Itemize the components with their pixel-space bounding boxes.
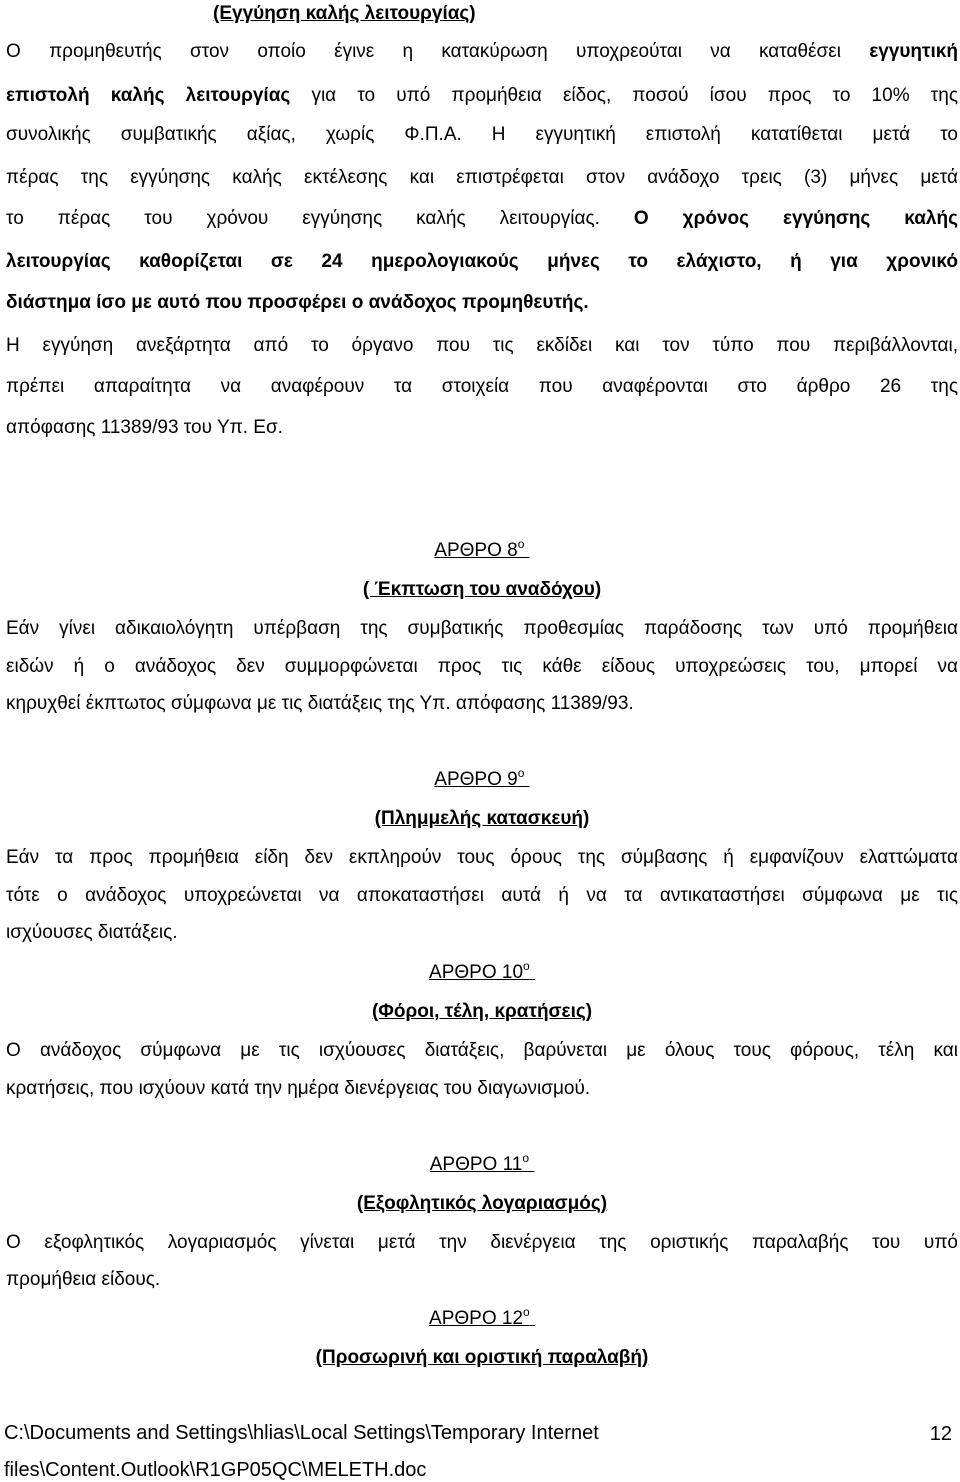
article-8-subtitle: ( Έκπτωση του αναδόχου)	[362, 579, 602, 600]
footer-file-path-line2: files\Content.Outlook\R1GP05QC\MELETH.doc	[4, 1459, 427, 1481]
paragraph-line: Εάν γίνει αδικαιολόγητη υπέρβαση της συμβατικής προθεσμίας παράδοσης των υπό προμήθεια	[6, 618, 958, 639]
paragraph-line: προμήθεια είδους.	[6, 1269, 161, 1290]
paragraph-line: τότε ο ανάδοχος υποχρεώνεται να αποκαταστήσει αυτά ή να τα αντικαταστήσει σύμφωνα με τις	[6, 885, 958, 906]
article-12-subtitle: (Προσωρινή και οριστική παραλαβή)	[315, 1347, 649, 1368]
paragraph-line: ισχύουσες διατάξεις.	[6, 922, 178, 943]
paragraph-line: πρέπει απαραίτητα να αναφέρουν τα στοιχεία που αναφέρονται στο άρθρο 26 της	[6, 376, 958, 397]
paragraph-line: Ο ανάδοχος σύμφωνα με τις ισχύουσες διατάξεις, βαρύνεται με όλους τους φόρους, τέλη και	[6, 1040, 958, 1061]
article-9-subtitle: (Πλημμελής κατασκευή)	[374, 808, 590, 829]
paragraph-line: ειδών ή ο ανάδοχος δεν συμμορφώνεται προς τις κάθε είδους υποχρεώσεις του, μπορεί να	[6, 656, 958, 677]
paragraph-line: κηρυχθεί έκπτωτος σύμφωνα με τις διατάξεις της Υπ. απόφασης 11389/93.	[6, 693, 634, 714]
article-9-title: ΑΡΘΡΟ $9^o$	[434, 766, 525, 790]
paragraph-line: πέρας της εγγύησης καλής εκτέλεσης και επιστρέφεται στον ανάδοχο τρεις (3) μήνες μετά	[6, 167, 958, 188]
paragraph-line: Η εγγύηση ανεξάρτητα από το όργανο που τις εκδίδει και τον τύπο που περιβάλλονται,	[6, 335, 958, 356]
article-10-title: ΑΡΘΡΟ $10^o$	[429, 959, 530, 983]
article-11-title: ΑΡΘΡΟ $11^o$	[429, 1151, 529, 1175]
paragraph-line: διάστημα ίσο με αυτό που προσφέρει ο ανάδοχος προμηθευτής.	[6, 292, 589, 313]
paragraph-line: Ο προμηθευτής στον οποίο έγινε η κατακύρωση υποχρεούται να καταθέσει εγγυητική	[6, 41, 958, 62]
article-10-subtitle: (Φόροι, τέλη, κρατήσεις)	[371, 1001, 593, 1022]
paragraph-line: Ο εξοφλητικός λογαριασμός γίνεται μετά την διενέργεια της οριστικής παραλαβής του υπό	[6, 1232, 958, 1253]
paragraph-line: επιστολή καλής λειτουργίας για το υπό προμήθεια είδος, ποσού ίσου προς το 10% της	[6, 85, 958, 106]
paragraph-line: απόφασης 11389/93 του Υπ. Εσ.	[6, 417, 283, 438]
paragraph-line: Εάν τα προς προμήθεια είδη δεν εκπληρούν τους όρους της σύμβασης ή εμφανίζουν ελαττώματα	[6, 847, 958, 868]
paragraph-line: συνολικής συμβατικής αξίας, χωρίς Φ.Π.Α. Η εγγυητική επιστολή κατατίθεται μετά το	[6, 124, 958, 145]
paragraph-line: το πέρας του χρόνου εγγύησης καλής λειτουργίας. Ο χρόνος εγγύησης καλής	[6, 208, 958, 229]
article-11-subtitle: (Εξοφλητικός λογαριασμός)	[356, 1193, 608, 1214]
article-12-title: ΑΡΘΡΟ $12^o$	[429, 1305, 530, 1329]
guarantee-heading: (Εγγύηση καλής λειτουργίας)	[213, 3, 476, 24]
article-8-title: ΑΡΘΡΟ $8^o$	[434, 537, 525, 561]
paragraph-line: κρατήσεις, που ισχύουν κατά την ημέρα διενέργειας του διαγωνισμού.	[6, 1078, 591, 1099]
footer-file-path-line1: C:\Documents and Settings\hlias\Local Settings\Temporary Internet	[4, 1422, 599, 1444]
page-number: 12	[929, 1423, 952, 1445]
paragraph-line: λειτουργίας καθορίζεται σε 24 ημερολογιακούς μήνες το ελάχιστο, ή για χρονικό	[6, 251, 958, 272]
